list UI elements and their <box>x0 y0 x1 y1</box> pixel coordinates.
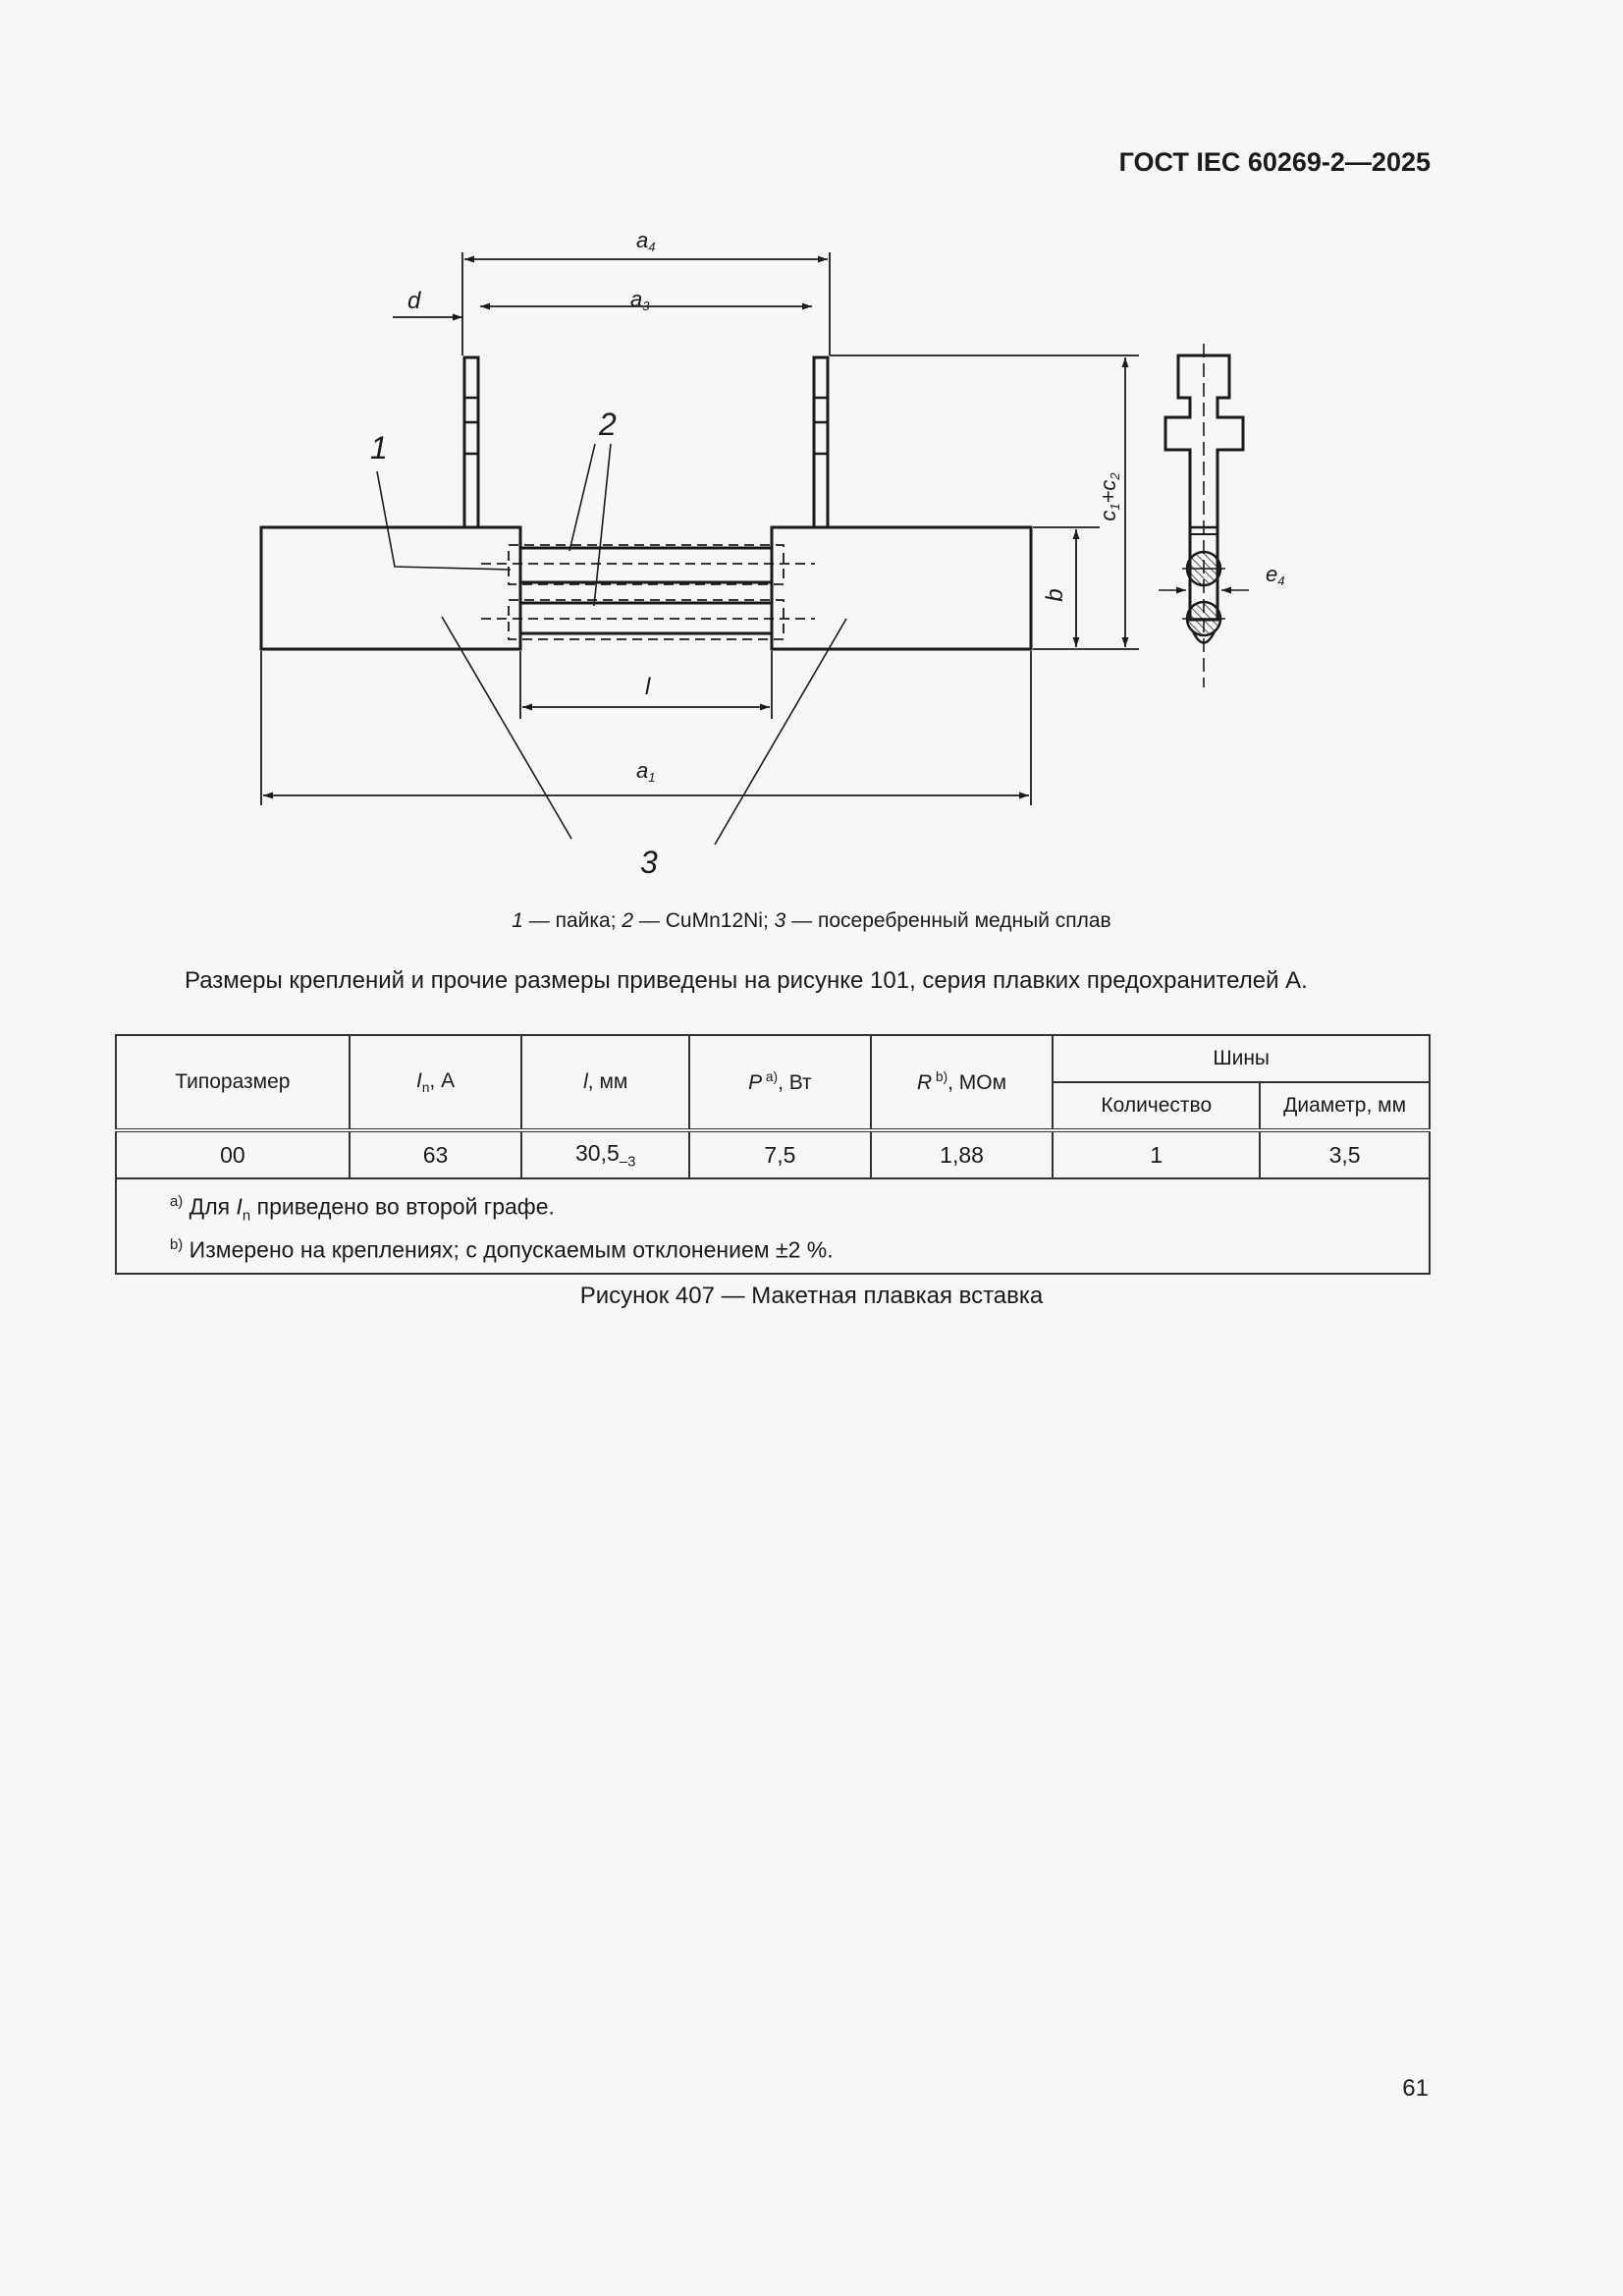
label-d: d <box>407 288 421 314</box>
cell-count: 1 <box>1053 1130 1260 1178</box>
legend-num-1: 1 <box>512 909 523 932</box>
dim-b-c <box>830 355 1139 649</box>
figure-caption: Рисунок 407 — Макетная плавкая вставка <box>579 1283 1044 1309</box>
callout-1: 1 <box>370 430 388 465</box>
label-a4: a4 <box>636 228 656 254</box>
callout-leaders <box>377 444 846 845</box>
legend-text-2: — CuMn12Ni; <box>633 909 775 932</box>
parameters-table <box>115 1034 1431 1275</box>
cell-p: 7,5 <box>689 1130 871 1178</box>
callout-3: 3 <box>640 845 658 880</box>
callout-2: 2 <box>599 407 617 442</box>
header-r: R $^{b)}$, МОм <box>871 1035 1054 1130</box>
legend-num-3: 3 <box>774 909 786 932</box>
label-a1: a1 <box>636 758 656 785</box>
footnote-b: $^{b)}$ Измерено на креплениях; с допускаемым отклонением ±2 %. <box>170 1236 834 1263</box>
page-number: 61 <box>1402 2075 1429 2102</box>
table-footnotes <box>116 1178 1430 1274</box>
header-bars-count: Количество <box>1053 1082 1260 1130</box>
cell-diam: 3,5 <box>1260 1130 1430 1178</box>
document-code: ГОСТ IEC 60269-2—2025 <box>1118 147 1431 177</box>
fuse-drawing <box>0 0 1623 884</box>
figure-legend <box>0 909 1623 933</box>
label-b: b <box>1042 588 1068 602</box>
label-l: l <box>645 674 651 700</box>
label-c1c2: c1+c2 <box>1096 472 1122 521</box>
header-bars-diam: Диаметр, мм <box>1260 1082 1430 1130</box>
table-row <box>116 1130 1430 1178</box>
cell-l: $30,5_{-3}$ <box>521 1130 689 1178</box>
hidden-lines <box>481 545 815 639</box>
cell-type: 00 <box>116 1130 350 1178</box>
intro-text: Размеры креплений и прочие размеры приведены на рисунке 101, серия плавких предохранителей А. <box>185 967 1308 994</box>
cell-in: 63 <box>350 1130 522 1178</box>
header-type: Типоразмер <box>116 1035 350 1130</box>
legend-num-2: 2 <box>622 909 634 932</box>
legend-text-3: — посеребренный медный сплав <box>785 909 1111 932</box>
header-l: l, мм <box>521 1035 689 1130</box>
label-e4: e4 <box>1266 562 1285 588</box>
footnote-a: $^{a)}$ Для $I_n$ приведено во второй графе. <box>170 1193 555 1225</box>
header-bars: Шины <box>1053 1035 1430 1082</box>
label-a3: a3 <box>630 287 650 313</box>
header-p: P $^{a)}$, Вт <box>689 1035 871 1130</box>
terminal-notches <box>464 398 828 454</box>
legend-text-1: — пайка; <box>522 909 622 932</box>
cell-r: 1,88 <box>871 1130 1054 1178</box>
fuse-body <box>261 357 1031 649</box>
header-in: $I_n$, А <box>350 1035 522 1130</box>
